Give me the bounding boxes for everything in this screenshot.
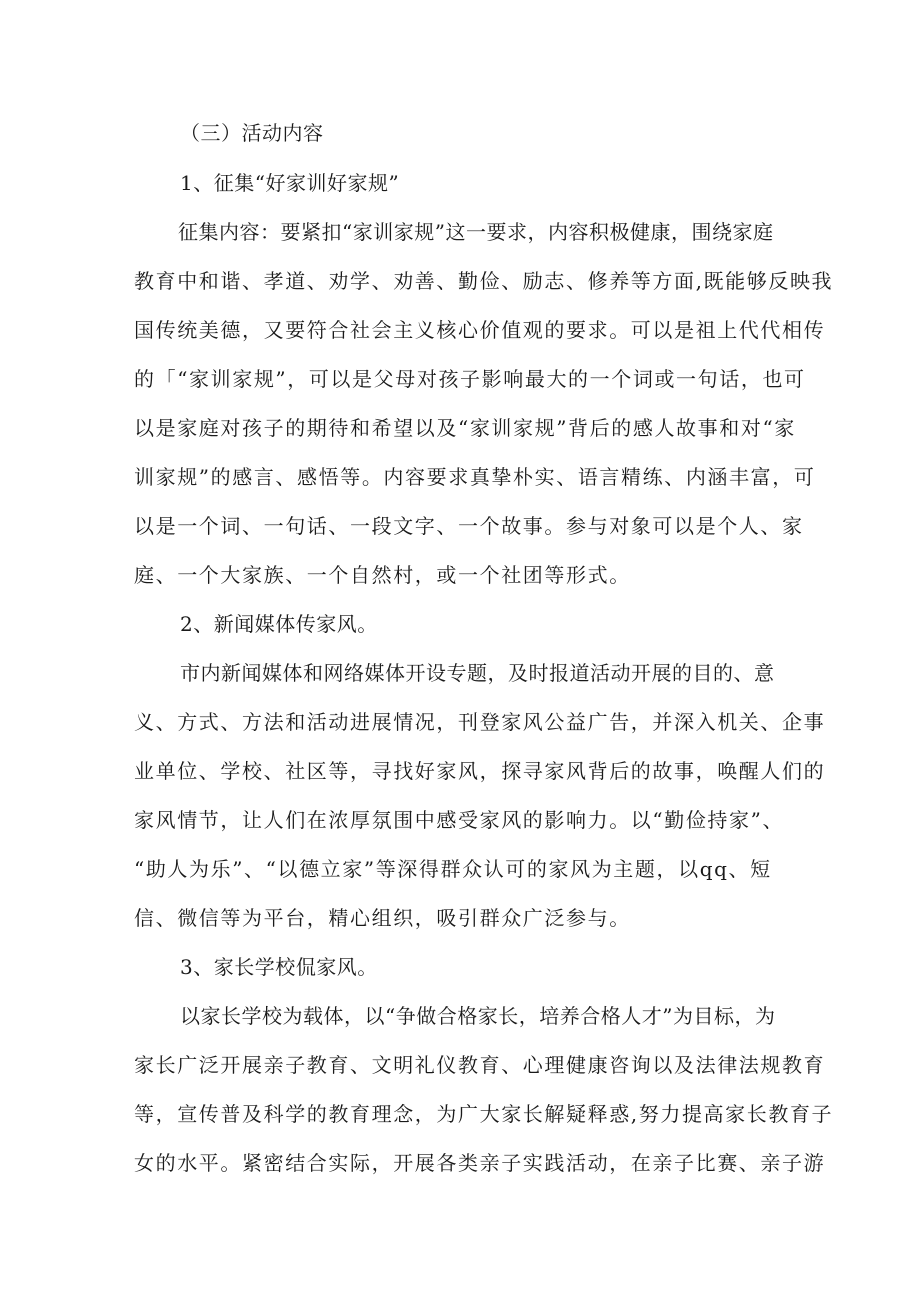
- item1-line: 庭、一个大家族、一个自然村，或一个社团等形式。: [134, 563, 631, 587]
- item1-line: 以是家庭对孩子的期待和希望以及“家训家规”背后的感人故事和对“家: [134, 416, 796, 440]
- item1-line: 教育中和谐、孝道、劝学、劝善、勤俭、励志、修养等方面,既能够反映我: [134, 269, 834, 293]
- item2-line: 信、微信等为平台，精心组织，吸引群众广泛参与。: [134, 906, 631, 930]
- item1-line: 以是一个词、一句话、一段文字、一个故事。参与对象可以是个人、家: [134, 514, 804, 538]
- item1-line: 的「“家训家规”，可以是父母对孩子影响最大的一个词或一句话，也可: [134, 367, 806, 391]
- item1-title: 1、征集“好家训好家规”: [180, 171, 400, 195]
- item2-line: 义、方式、方法和活动进展情况，刊登家风公益广告，并深入机关、企事: [134, 710, 826, 734]
- item1-line: 训家规”的感言、感悟等。内容要求真挚朴实、语言精练、内涵丰富，可: [134, 465, 816, 489]
- item2-line: 业单位、学校、社区等，寻找好家风，探寻家风背后的故事，唤醒人们的: [134, 759, 826, 783]
- item2-line: “助人为乐”、“以德立家”等深得群众认可的家风为主题，以qq、短: [134, 857, 772, 881]
- item3-line: 等，宣传普及科学的教育理念，为广大家长解疑释惑,努力提高家长教育子: [134, 1102, 834, 1126]
- item2-title: 2、新闻媒体传家风。: [180, 612, 378, 636]
- item2-line: 市内新闻媒体和网络媒体开设专题，及时报道活动开展的目的、意: [180, 661, 775, 685]
- item1-line: 征集内容：要紧扣“家训家规”这一要求，内容积极健康，围绕家庭: [178, 220, 774, 244]
- item2-line: 家风情节，让人们在浓厚氛围中感受家风的影响力。以“勤俭持家”、: [134, 808, 785, 832]
- item3-line: 以家长学校为载体，以“争做合格家长，培养合格人才”为目标，为: [180, 1004, 776, 1028]
- item1-line: 国传统美德，又要符合社会主义核心价值观的要求。可以是祖上代代相传: [134, 318, 826, 342]
- item3-title: 3、家长学校侃家风。: [180, 955, 378, 979]
- item3-line: 女的水平。紧密结合实际，开展各类亲子实践活动，在亲子比赛、亲子游: [134, 1151, 826, 1175]
- section-heading: （三）活动内容: [180, 121, 324, 145]
- item3-line: 家长广泛开展亲子教育、文明礼仪教育、心理健康咨询以及法律法规教育: [134, 1053, 826, 1077]
